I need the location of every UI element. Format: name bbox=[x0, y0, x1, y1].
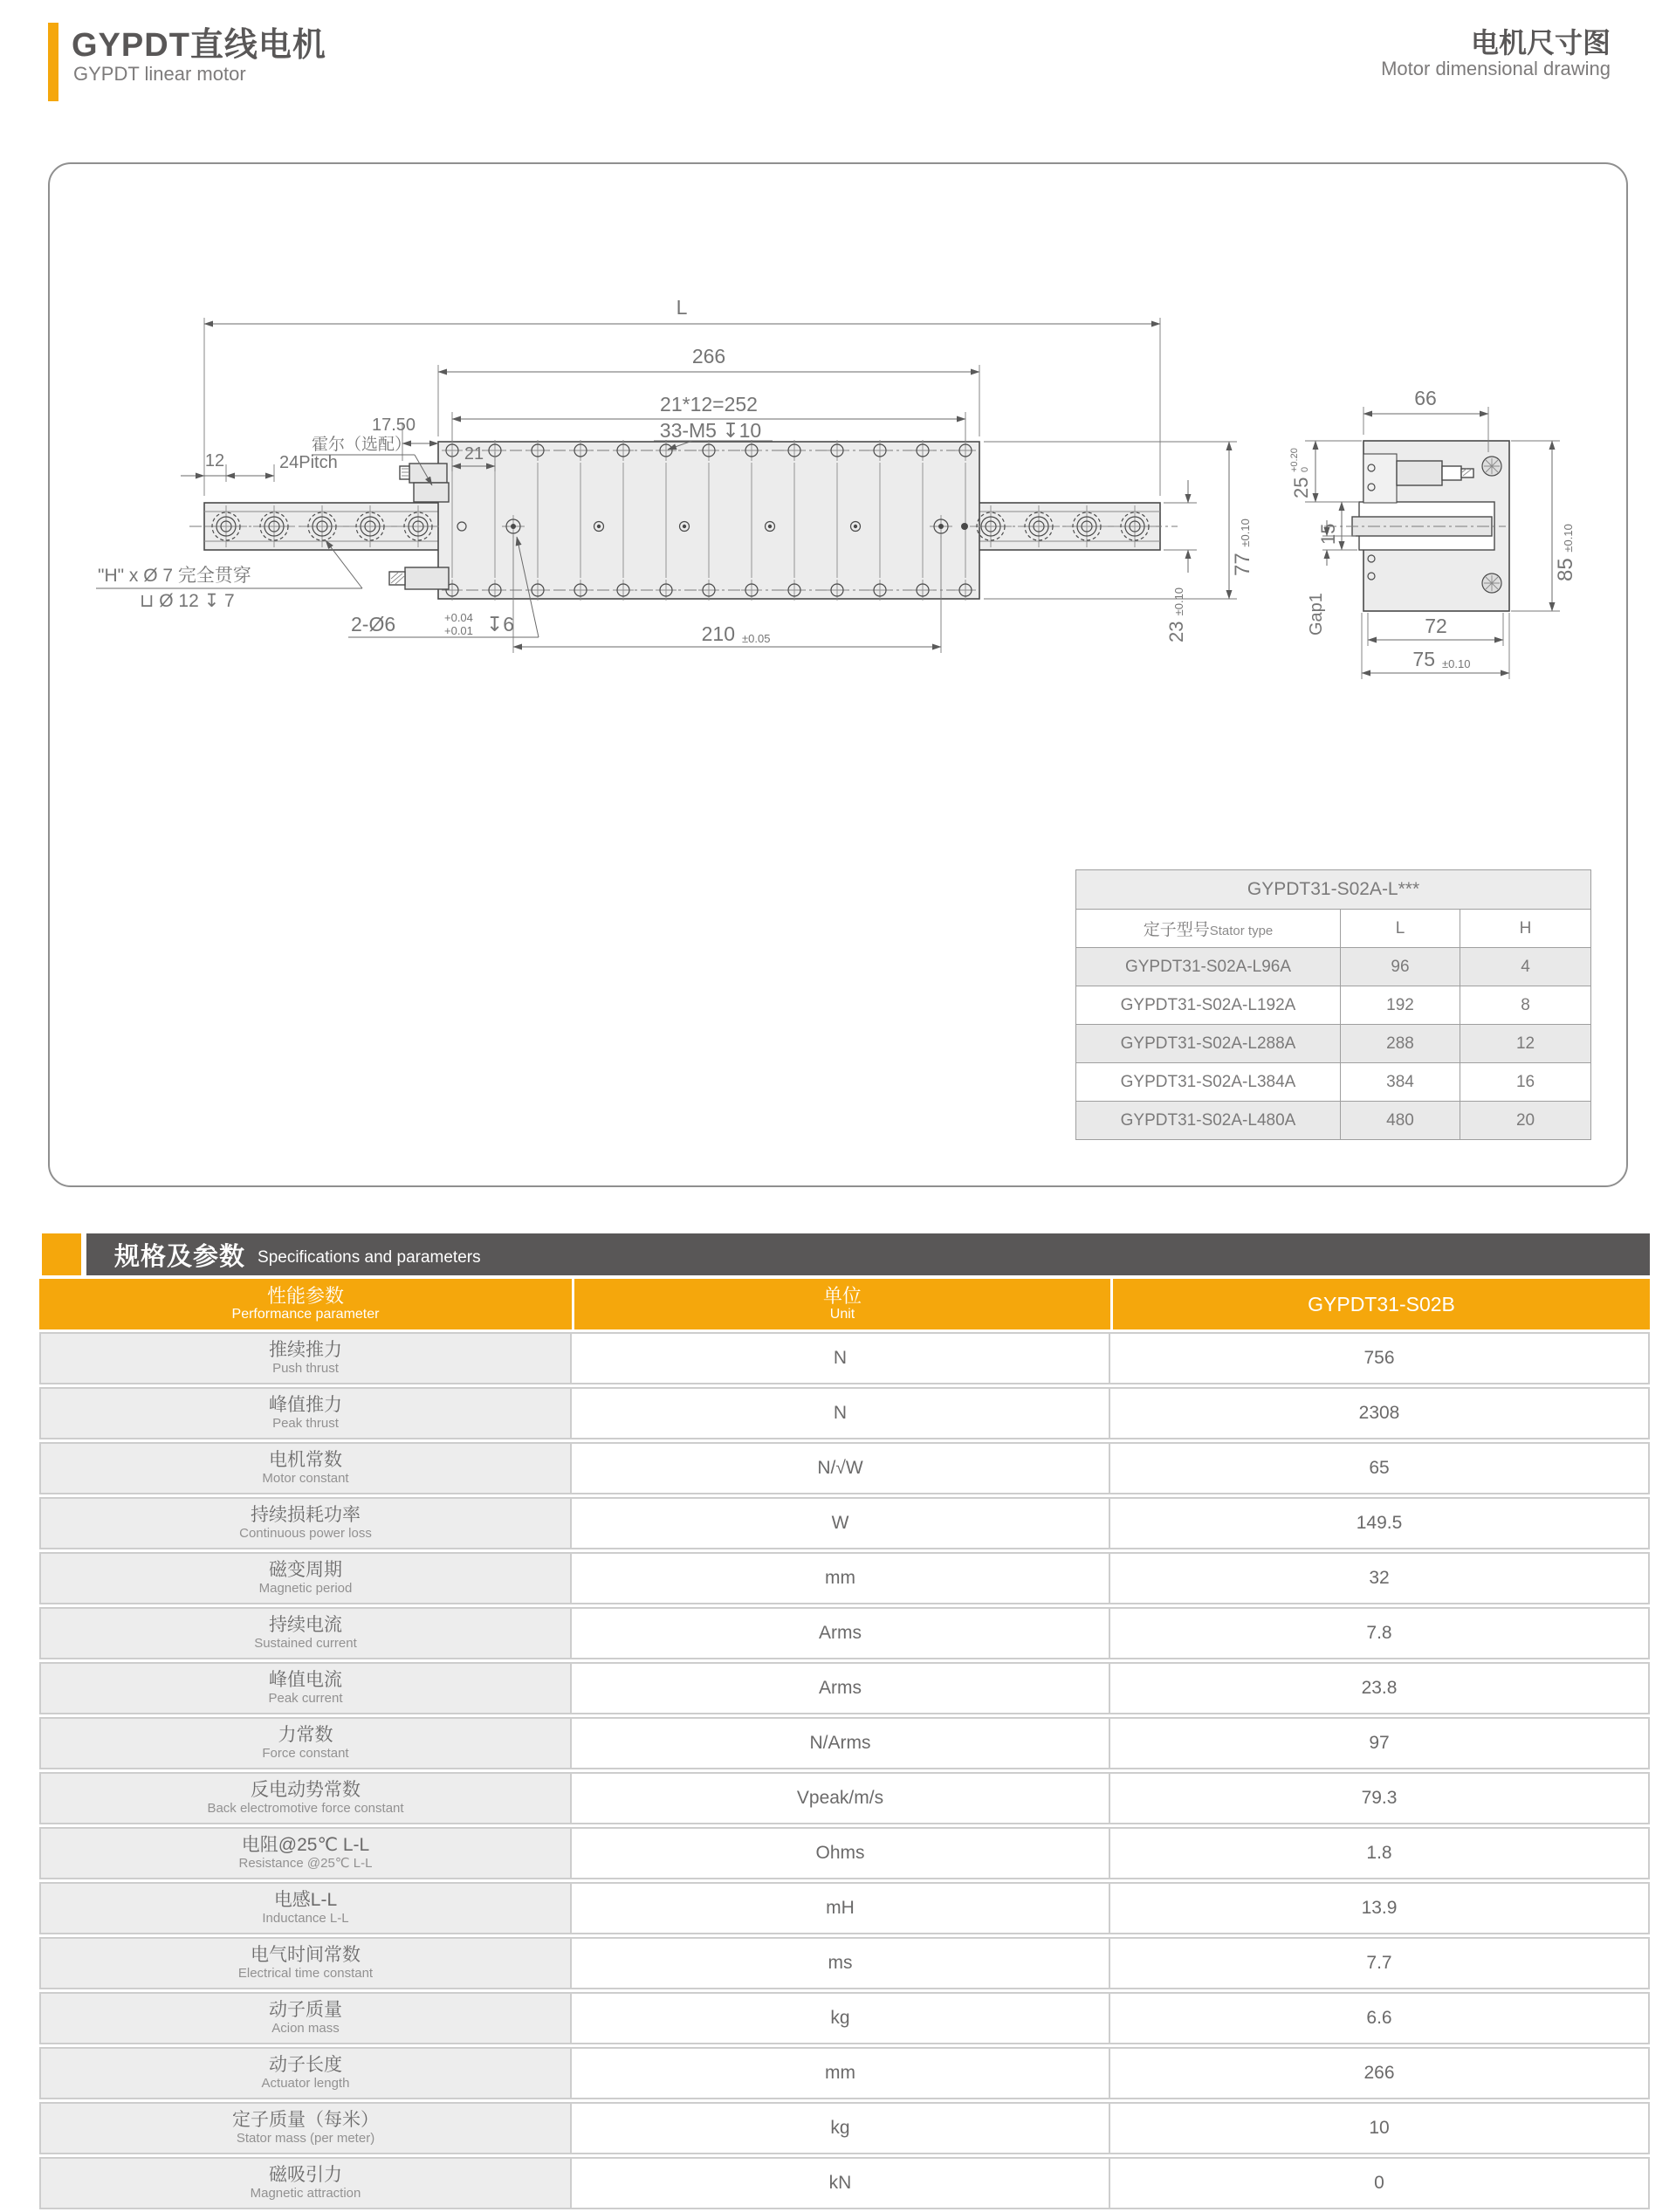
spec-section-header bbox=[86, 1233, 1650, 1275]
dim-77: 77 ±0.10 bbox=[1231, 519, 1254, 576]
spec-row-sustained-current: 持续电流 Sustained current Arms 7.8 bbox=[39, 1607, 1650, 1659]
hall-sensor bbox=[409, 464, 447, 483]
col-model: GYPDT31-S02B bbox=[1110, 1279, 1650, 1329]
spec-header-en: Specifications and parameters bbox=[258, 1248, 481, 1267]
table-row: GYPDT31-S02A-L480A 480 20 bbox=[1076, 1102, 1591, 1140]
spec-table-header-row bbox=[39, 1279, 1650, 1329]
spec-row-stator-mass: 定子质量（每米） Stator mass (per meter) kg 10 bbox=[39, 2102, 1650, 2154]
col-unit: 单位 Unit bbox=[572, 1279, 1110, 1329]
dim-2phi6-tol-bot: +0.01 bbox=[444, 624, 473, 637]
hole-callout-line2: ⊔ Ø 12 ↧ 7 bbox=[140, 591, 235, 611]
section-title: 电机尺寸图 bbox=[1470, 27, 1611, 58]
spec-row-actuator-length: 动子长度 Actuator length mm 266 bbox=[39, 2047, 1650, 2099]
dim-21: 21 bbox=[464, 444, 484, 464]
model-table-header-row bbox=[1076, 910, 1591, 948]
dim-23: 23 ±0.10 bbox=[1165, 587, 1187, 642]
dim-252: 21*12=252 bbox=[660, 393, 758, 416]
front-view bbox=[189, 440, 1178, 601]
spec-table bbox=[39, 1276, 1650, 2212]
spec-accent-square bbox=[42, 1233, 81, 1275]
model-table-title: GYPDT31-S02A-L*** bbox=[1076, 870, 1591, 910]
dim-2phi6: 2-Ø6 bbox=[351, 613, 396, 635]
table-row: GYPDT31-S02A-L384A 384 16 bbox=[1076, 1063, 1591, 1102]
dim-25-tol-bot: 0 bbox=[1300, 466, 1310, 472]
spec-row-acion-mass: 动子质量 Acion mass kg 6.6 bbox=[39, 1992, 1650, 2044]
col-stator-type: 定子型号Stator type bbox=[1076, 910, 1341, 948]
spec-row-push-thrust: 推续推力 Push thrust N 756 bbox=[39, 1332, 1650, 1384]
hole-callout-line1: "H" x Ø 7 完全贯穿 bbox=[98, 566, 251, 586]
dim-gap1: Gap1 bbox=[1307, 593, 1326, 635]
dim-12: 12 bbox=[204, 451, 225, 471]
table-row: GYPDT31-S02A-L288A 288 12 bbox=[1076, 1025, 1591, 1063]
spec-row-resistance: 电阻@25℃ L-L Resistance @25℃ L-L Ohms 1.8 bbox=[39, 1827, 1650, 1879]
dim-25: 25 bbox=[1290, 477, 1312, 498]
dim-75-tol: ±0.10 bbox=[1442, 657, 1471, 670]
col-L: L bbox=[1341, 910, 1460, 948]
accent-bar bbox=[48, 23, 58, 101]
model-table-title-row bbox=[1076, 870, 1591, 910]
spec-row-magnetic-period: 磁变周期 Magnetic period mm 32 bbox=[39, 1552, 1650, 1604]
table-row: GYPDT31-S02A-L96A 96 4 bbox=[1076, 948, 1591, 986]
dim-2phi6-depth: ↧6 bbox=[486, 613, 515, 635]
dim-25-tol-top: +0.20 bbox=[1289, 448, 1300, 472]
col-H: H bbox=[1460, 910, 1591, 948]
table-row: GYPDT31-S02A-L192A 192 8 bbox=[1076, 986, 1591, 1025]
spec-row-peak-current: 峰值电流 Peak current Arms 23.8 bbox=[39, 1662, 1650, 1714]
spec-row-electrical-time-constant: 电气时间常数 Electrical time constant ms 7.7 bbox=[39, 1937, 1650, 1989]
dim-33m5: 33-M5 ↧10 bbox=[659, 419, 762, 442]
dim-15: 15 bbox=[1317, 523, 1339, 545]
dim-210-tol: ±0.05 bbox=[742, 632, 771, 645]
spec-row-magnetic-attraction: 磁吸引力 Magnetic attraction kN 0 bbox=[39, 2157, 1650, 2209]
dim-75: 75 bbox=[1412, 648, 1435, 670]
drawing-box bbox=[48, 162, 1628, 1187]
dim-66: 66 bbox=[1414, 387, 1437, 409]
spec-row-continuous-power-loss: 持续损耗功率 Continuous power loss W 149.5 bbox=[39, 1497, 1650, 1549]
hall-label: 霍尔（选配） bbox=[312, 436, 412, 454]
dim-L: L bbox=[676, 296, 688, 319]
section-view bbox=[1324, 441, 1509, 611]
dim-85: 85 ±0.10 bbox=[1554, 524, 1577, 581]
model-table bbox=[1075, 869, 1591, 1140]
spec-row-motor-constant: 电机常数 Motor constant N/√W 65 bbox=[39, 1442, 1650, 1494]
dim-1750: 17.50 bbox=[371, 416, 416, 435]
dim-266: 266 bbox=[691, 345, 726, 368]
spec-header-cn: 规格及参数 bbox=[114, 1242, 246, 1271]
section-subtitle: Motor dimensional drawing bbox=[1381, 58, 1611, 79]
col-performance-parameter: 性能参数 Performance parameter bbox=[39, 1279, 572, 1329]
dim-72: 72 bbox=[1425, 615, 1447, 637]
spec-row-back-emf-constant: 反电动势常数 Back electromotive force constant Vpeak/m/s 79.3 bbox=[39, 1772, 1650, 1824]
dim-2phi6-tol-top: +0.04 bbox=[444, 611, 473, 624]
dim-210: 210 bbox=[701, 622, 735, 645]
spec-row-peak-thrust: 峰值推力 Peak thrust N 2308 bbox=[39, 1387, 1650, 1439]
spec-row-inductance: 电感L-L Inductance L-L mH 13.9 bbox=[39, 1882, 1650, 1934]
page-title: GYPDT直线电机 bbox=[72, 27, 326, 64]
cable-connector bbox=[405, 567, 449, 589]
page-subtitle: GYPDT linear motor bbox=[73, 63, 246, 85]
spec-row-force-constant: 力常数 Force constant N/Arms 97 bbox=[39, 1717, 1650, 1769]
dim-24pitch: 24Pitch bbox=[279, 453, 338, 472]
